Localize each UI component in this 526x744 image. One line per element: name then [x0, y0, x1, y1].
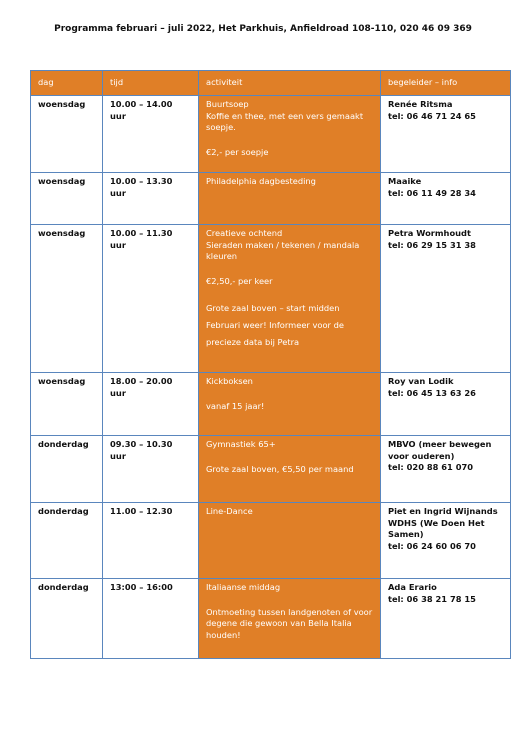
time-cell: 13:00 – 16:00	[103, 579, 199, 659]
day-cell: donderdag	[31, 436, 103, 503]
time-cell: 09.30 – 10.30 uur	[103, 436, 199, 503]
info-cell	[381, 436, 511, 503]
day-cell: woensdag	[31, 373, 103, 436]
day-cell: woensdag	[31, 173, 103, 225]
activity-note: Grote zaal boven – start midden Februari weer! Informeer voor de precieze data bij Petra	[206, 303, 344, 347]
activity-cell	[199, 579, 381, 659]
contact-name: Roy van Lodik	[388, 376, 454, 386]
time-cell: 18.00 – 20.00 uur	[103, 373, 199, 436]
contact-name: MBVO (meer bewegen voor ouderen)	[388, 439, 492, 461]
activity-cell	[199, 436, 381, 503]
column-header-activiteit: activiteit	[199, 71, 381, 96]
activity-cell	[199, 225, 381, 373]
contact-phone: tel: 06 45 13 63 26	[388, 387, 476, 398]
activity-cell	[199, 503, 381, 579]
activity-price: €2,50,- per keer	[206, 275, 273, 286]
activity-description: Sieraden maken / tekenen / mandala kleuren	[206, 239, 360, 261]
table-row	[31, 173, 511, 225]
contact-phone: tel: 06 29 15 31 38	[388, 239, 476, 250]
time-cell: 10.00 – 13.30 uur	[103, 173, 199, 225]
day-cell: woensdag	[31, 225, 103, 373]
contact-phone: tel: 06 24 60 06 70	[388, 540, 476, 551]
table-row	[31, 579, 511, 659]
activity-description: Grote zaal boven, €5,50 per maand	[206, 463, 354, 474]
contact-name: Renée Ritsma	[388, 99, 453, 109]
table-row	[31, 436, 511, 503]
activity-price: €2,- per soepje	[206, 146, 269, 157]
day-cell: donderdag	[31, 503, 103, 579]
info-cell	[381, 579, 511, 659]
contact-name: Ada Erario	[388, 582, 437, 592]
activity-title: Philadelphia dagbesteding	[206, 176, 316, 186]
contact-phone: tel: 06 46 71 24 65	[388, 110, 476, 121]
schedule-table	[30, 70, 511, 659]
activity-title: Line-Dance	[206, 506, 253, 516]
time-cell: 10.00 – 11.30 uur	[103, 225, 199, 373]
table-row	[31, 503, 511, 579]
activity-title: Kickboksen	[206, 376, 253, 386]
column-header-dag: dag	[31, 71, 103, 96]
info-cell	[381, 173, 511, 225]
info-cell	[381, 373, 511, 436]
activity-title: Gymnastiek 65+	[206, 439, 276, 449]
activity-description: vanaf 15 jaar!	[206, 400, 265, 411]
contact-phone: tel: 06 11 49 28 34	[388, 187, 476, 198]
column-header-tijd: tijd	[103, 71, 199, 96]
activity-description: Koffie en thee, met een vers gemaakt soepje.	[206, 110, 364, 132]
day-cell: woensdag	[31, 96, 103, 173]
time-cell: 10.00 – 14.00 uur	[103, 96, 199, 173]
contact-name: Piet en Ingrid Wijnands WDHS (We Doen Het Samen)	[388, 506, 498, 539]
info-cell	[381, 96, 511, 173]
table-header-row	[31, 71, 511, 96]
table-row	[31, 96, 511, 173]
activity-cell	[199, 173, 381, 225]
info-cell	[381, 503, 511, 579]
activity-description: Ontmoeting tussen landgenoten of voor degene die gewoon van Bella Italia houden!	[206, 606, 373, 640]
column-header-begeleider: begeleider – info	[381, 71, 511, 96]
contact-name: Petra Wormhoudt	[388, 228, 471, 238]
activity-title: Italiaanse middag	[206, 582, 281, 592]
info-cell	[381, 225, 511, 373]
page-title: Programma februari – juli 2022, Het Parkhuis, Anfieldroad 108-110, 020 46 09 369	[54, 24, 472, 34]
table-row	[31, 225, 511, 373]
day-cell: donderdag	[31, 579, 103, 659]
table-row	[31, 373, 511, 436]
activity-title: Buurtsoep	[206, 99, 249, 109]
activity-title: Creatieve ochtend	[206, 228, 283, 238]
contact-phone: tel: 020 88 61 070	[388, 462, 474, 472]
activity-cell	[199, 373, 381, 436]
contact-phone: tel: 06 38 21 78 15	[388, 593, 476, 604]
activity-cell	[199, 96, 381, 173]
time-cell: 11.00 – 12.30	[103, 503, 199, 579]
contact-name: Maaike	[388, 176, 422, 186]
